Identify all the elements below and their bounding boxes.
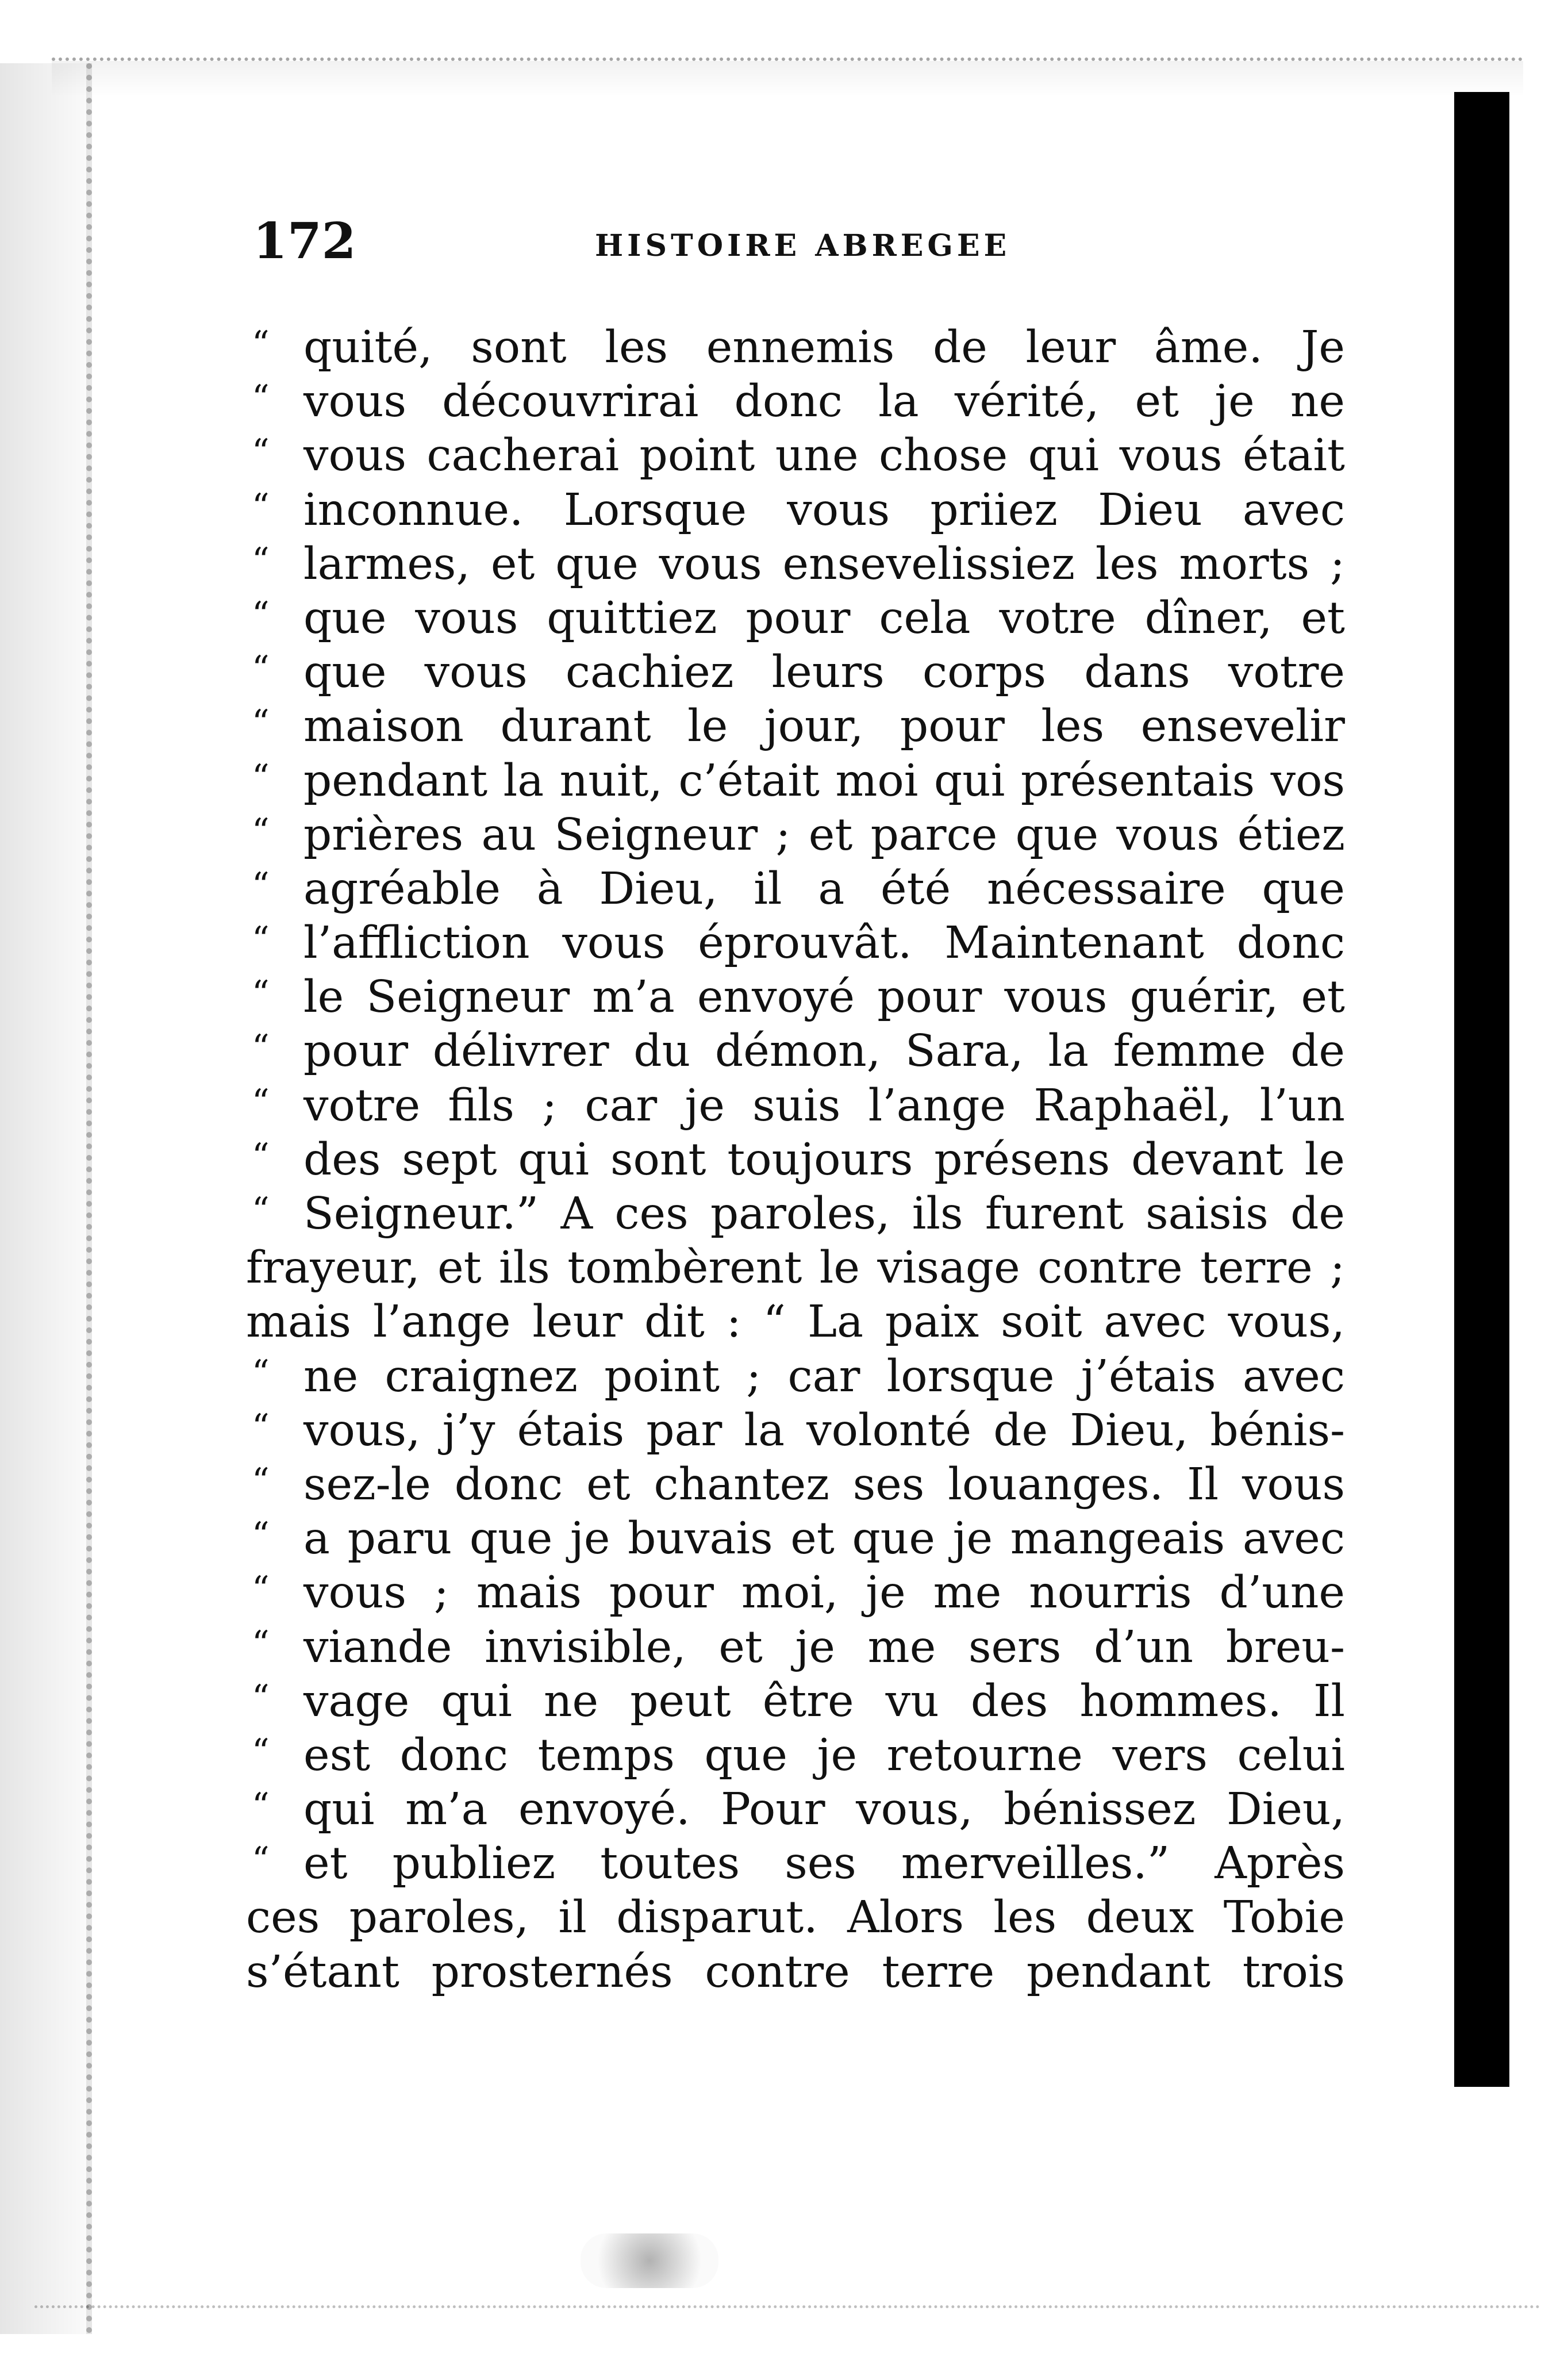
text-line [246, 1350, 1345, 1404]
text-line [246, 1891, 1345, 1945]
quote-mark: “ [252, 757, 270, 797]
text-line [246, 646, 1345, 700]
quote-mark: “ [252, 594, 270, 635]
text-line [246, 1187, 1345, 1241]
line-text: frayeur, et ils tombèrent le visage contre terre ; [246, 1242, 1345, 1294]
quote-mark: “ [252, 1623, 270, 1664]
text-line [246, 375, 1345, 429]
body-text [246, 321, 1345, 1999]
text-line [246, 754, 1345, 808]
text-line [246, 862, 1345, 916]
line-text: larmes, et que vous ensevelissiez les morts ; [303, 538, 1345, 590]
text-line [246, 1566, 1345, 1620]
page-number: 172 [253, 212, 356, 270]
line-text: sez-le donc et chantez ses louanges. Il vous [303, 1458, 1345, 1510]
line-text: ces paroles, il disparut. Alors les deux Tobie [246, 1892, 1345, 1944]
text-line [246, 483, 1345, 538]
quote-mark: “ [252, 1190, 270, 1230]
quote-mark: “ [252, 919, 270, 960]
quote-mark: “ [252, 1352, 270, 1393]
text-line [246, 1837, 1345, 1891]
line-text: vous ; mais pour moi, je me nourris d’une [303, 1567, 1345, 1619]
text-line [246, 538, 1345, 592]
running-header [253, 213, 1063, 270]
text-line [246, 1295, 1345, 1349]
text-line [246, 700, 1345, 754]
line-text: des sept qui sont toujours présens devant le [303, 1134, 1345, 1185]
line-text: quité, sont les ennemis de leur âme. Je [303, 322, 1345, 373]
line-text: pour délivrer du démon, Sara, la femme de [303, 1026, 1345, 1077]
line-text: le Seigneur m’a envoyé pour vous guérir, et [303, 972, 1345, 1023]
scan-bottom-edge [34, 2305, 1540, 2317]
quote-mark: “ [252, 1731, 270, 1772]
quote-mark: “ [252, 1569, 270, 1610]
line-text: qui m’a envoyé. Pour vous, bénissez Dieu, [303, 1784, 1345, 1836]
quote-mark: “ [252, 378, 270, 419]
quote-mark: “ [252, 540, 270, 581]
quote-mark: “ [252, 973, 270, 1014]
text-line [246, 808, 1345, 862]
text-line [246, 592, 1345, 646]
quote-mark: “ [252, 1081, 270, 1122]
text-line [246, 1404, 1345, 1458]
text-line [246, 1512, 1345, 1566]
line-text: vous découvrirai donc la vérité, et je ne [303, 376, 1345, 428]
line-text: ne craignez point ; car lorsque j’étais avec [303, 1350, 1345, 1402]
text-line [246, 1729, 1345, 1783]
text-line [246, 321, 1345, 375]
quote-mark: “ [252, 1786, 270, 1826]
line-text: inconnue. Lorsque vous priiez Dieu avec [303, 484, 1345, 536]
quote-mark: “ [252, 324, 270, 364]
quote-mark: “ [252, 811, 270, 851]
text-line [246, 1024, 1345, 1078]
quote-mark: “ [252, 865, 270, 905]
line-text: vage qui ne peut être vu des hommes. Il [303, 1675, 1345, 1727]
line-text: vous, j’y étais par la volonté de Dieu, bénis- [303, 1404, 1345, 1456]
scan-ink-smudge [581, 2233, 718, 2288]
line-text: Seigneur.” A ces paroles, ils furent saisis de [303, 1188, 1345, 1239]
quote-mark: “ [252, 432, 270, 473]
scan-black-margin-bar [1454, 92, 1509, 2087]
text-line [246, 1079, 1345, 1133]
quote-mark: “ [252, 1677, 270, 1718]
line-text: maison durant le jour, pour les ensevelir [303, 701, 1345, 753]
line-text: l’affliction vous éprouvât. Maintenant donc [303, 918, 1345, 969]
quote-mark: “ [252, 1840, 270, 1880]
line-text: agréable à Dieu, il a été nécessaire que [303, 863, 1345, 915]
text-line [246, 429, 1345, 483]
text-line [246, 970, 1345, 1024]
quote-mark: “ [252, 703, 270, 743]
line-text: prières au Seigneur ; et parce que vous étiez [303, 809, 1345, 861]
text-line [246, 1458, 1345, 1512]
text-line [246, 1675, 1345, 1729]
text-line [246, 1133, 1345, 1187]
line-text: que vous quittiez pour cela votre dîner, et [303, 592, 1345, 644]
running-title: HISTOIRE ABREGEE [595, 228, 1011, 263]
scan-top-edge [52, 57, 1523, 97]
text-line [246, 1241, 1345, 1295]
quote-mark: “ [252, 1027, 270, 1068]
line-text: votre fils ; car je suis l’ange Raphaël, l’un [303, 1080, 1345, 1131]
text-line [246, 916, 1345, 970]
quote-mark: “ [252, 648, 270, 689]
quote-mark: “ [252, 1406, 270, 1447]
line-text: est donc temps que je retourne vers celui [303, 1729, 1345, 1781]
line-text: a paru que je buvais et que je mangeais avec [303, 1513, 1345, 1565]
line-text: et publiez toutes ses merveilles.” Après [303, 1838, 1345, 1890]
scan-binding-shadow [0, 63, 92, 2334]
quote-mark: “ [252, 1135, 270, 1176]
line-text: s’étant prosternés contre terre pendant trois [246, 1946, 1345, 1998]
line-text: vous cacherai point une chose qui vous était [303, 430, 1345, 482]
line-text: mais l’ange leur dit : “ La paix soit avec vous, [246, 1296, 1345, 1348]
line-text: viande invisible, et je me sers d’un breu- [303, 1621, 1345, 1673]
line-text: que vous cachiez leurs corps dans votre [303, 647, 1345, 698]
text-line [246, 1945, 1345, 1999]
quote-mark: “ [252, 1515, 270, 1556]
text-line [246, 1783, 1345, 1837]
line-text: pendant la nuit, c’était moi qui présentais vos [303, 755, 1345, 807]
text-line [246, 1621, 1345, 1675]
quote-mark: “ [252, 486, 270, 527]
quote-mark: “ [252, 1460, 270, 1501]
